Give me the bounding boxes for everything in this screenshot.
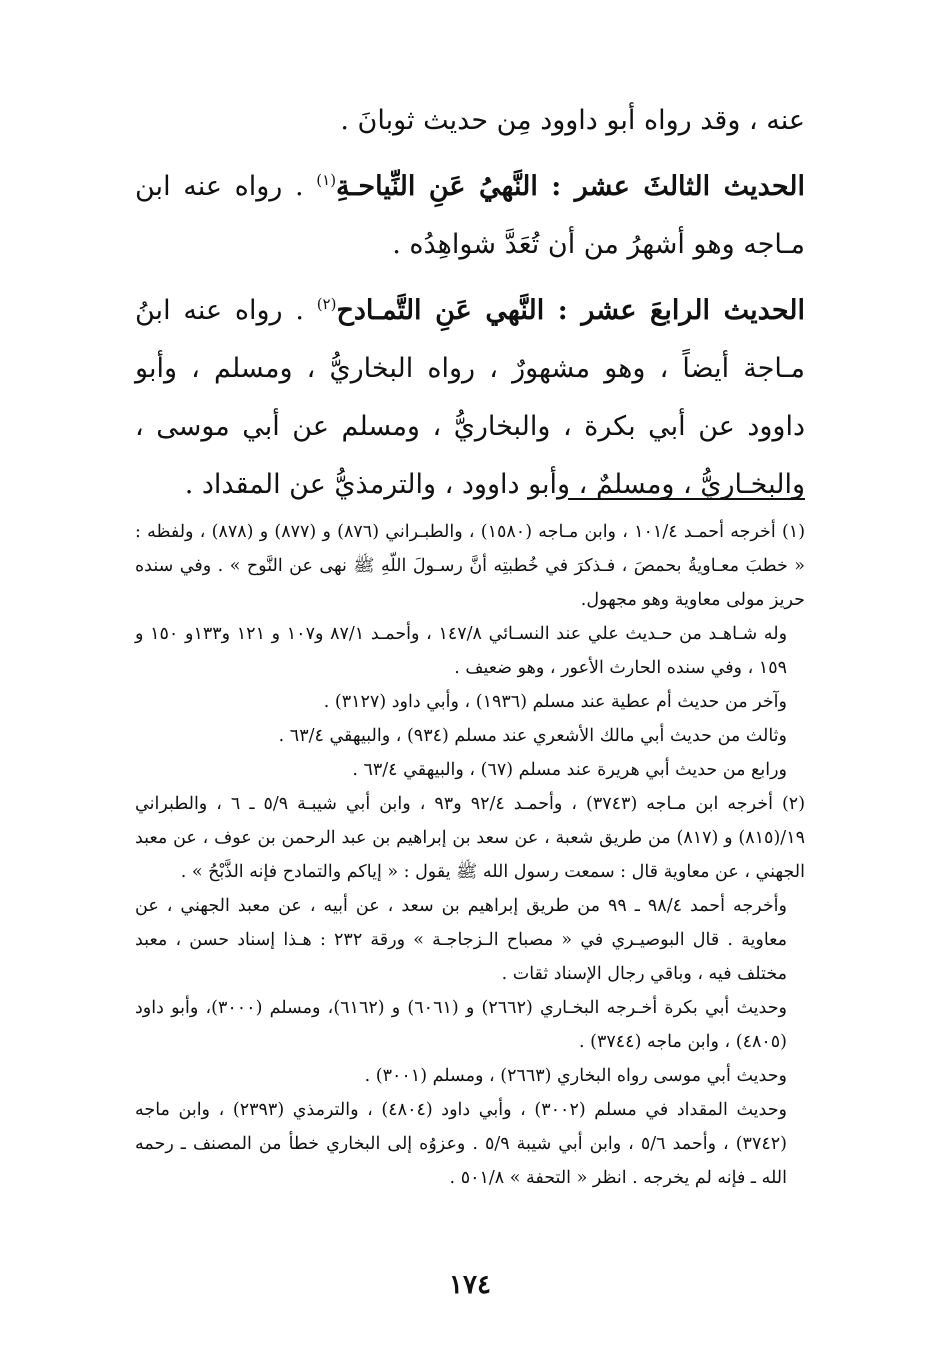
footnote-2: (٢) أخرجه ابن مـاجه (٣٧٤٣) ، وأحمـد ٩٢/٤ و٩٣ ، وابن أبي شيبـة ٥/٩ ـ ٦ ، والطبراني ١٩/(٨١٥) و (٨١٧) من طريق شعبة ، عن سعد بن إبراهيم بن عبد الرحمن بن عوف ، عن معبد الجهني ، عن معاوية قال : سمعت رسول الله ﷺ يقول : « إياكم والتمادح فإنه الذَّبْحُ » . [135, 794, 806, 882]
footnotes [135, 515, 805, 1195]
main-text [135, 92, 805, 522]
footnote-1-witness-1: وله شـاهـد من حـديث علي عند النسـائي ١٤٧/٨ ، وأحمـد ٨٧/١ و١٠٧ و ١٢١ و١٣٣و ١٥٠ و ١٥٩ ، وفي سنده الحارث الأعور ، وهو ضعيف . [135, 624, 788, 678]
footnote-1-witness-4: ورابع من حديث أبي هريرة عند مسلم (٦٧) ، والبيهقي ٦٣/٤ . [352, 760, 787, 780]
footnote-2-note-2: وحديث أبي بكرة أخـرجه البخـاري (٢٦٦٢) و (٦٠٦١) و (٦١٦٢)، ومسلم (٣٠٠٠)، وأبو داود (٤٨٠٥) ، وابن ماجه (٣٧٤٤) . [135, 998, 787, 1052]
hadith-14-heading: الحديث الرابعَ عشر [581, 295, 805, 326]
footnote-2-note-1: وأخرجه أحمد ٩٨/٤ ـ ٩٩ من طريق إبراهيم بن سعد ، عن أبيه ، عن معبد الجهني ، عن معاوية . قال البوصيـري في « مصباح الـزجاجـة » ورقة ٢٣٢ : هـذا إسناد حسن ، معبد مختلف فيه ، وباقي رجال الإسناد ثقات . [135, 896, 787, 984]
footnote-divider [568, 498, 805, 500]
footnote-1-witness-2: وآخر من حديث أم عطية عند مسلم (١٩٣٦) ، وأبي داود (٣١٢٧) . [323, 692, 787, 712]
footnote-ref-1[interactable]: (١) [316, 171, 337, 189]
footnote-1: (١) أخرجه أحمـد ١٠١/٤ ، وابن مـاجه (١٥٨٠) ، والطبـراني (٨٧٦) و (٨٧٧) و (٨٧٨) ، ولفظه : « خطبَ معـاويةُ بحمصَ ، فـذكرَ في خُطبتِه أنَّ رسـولَ اللّهِ ﷺ نهى عن النَّوح » . وفي سنده حريز مولى معاوية وهو مجهول. [135, 522, 806, 610]
footnote-2-note-4: وحديث المقداد في مسلم (٣٠٠٢) ، وأبي داود (٤٨٠٤) ، والترمذي (٢٣٩٣) ، وابن ماجه (٣٧٤٢) ، وأحمد ٥/٦ ، وابن أبي شيبة ٥/٩ . وعزوُه إلى البخاري خطأ من المصنف ـ رحمه الله ـ فإنه لم يخرجه . انظر « التحفة » ٥٠١/٨ . [135, 1100, 787, 1188]
hadith-14-quote: : النَّهي عَنِ التَّمـادح [336, 295, 582, 326]
paragraph-hadith-13 [135, 158, 805, 274]
footnote-ref-2[interactable]: (٢) [316, 295, 337, 313]
page-number: ١٧٤ [449, 1270, 491, 1300]
hadith-13-quote: : النَّهيُ عَنِ النِّياحـةِ [336, 171, 575, 202]
paragraph-1: عنه ، وقد رواه أبو داوود مِن حديث ثوبانَ . [340, 105, 805, 136]
paragraph-hadith-14 [135, 282, 805, 514]
footnote-2-note-3: وحديث أبي موسى رواه البخاري (٢٦٦٣) ، ومسلم (٣٠٠١) . [364, 1066, 787, 1086]
hadith-13-heading: الحديث الثالثَ عشر [574, 171, 805, 202]
footnote-1-witness-3: وثالث من حديث أبي مالك الأشعري عند مسلم (٩٣٤) ، والبيهقي ٦٣/٤ . [278, 726, 787, 746]
hadith-14-text: . رواه عنه ابنُ مـاجة أيضاً ، وهو مشهورٌ ، رواه البخاريُّ ، ومسلم ، وأبو داوود عن أبي بكرة ، والبخاريُّ ، ومسلم عن أبي موسى ، والبخـاريُّ ، ومسلمٌ ، وأبو داوود ، والترمذيُّ عن المقداد . [135, 295, 805, 500]
hadith-13-text: . رواه عنه ابن مـاجه وهو أشهرُ من أن تُعَدَّ شواهِدُه . [135, 171, 805, 260]
